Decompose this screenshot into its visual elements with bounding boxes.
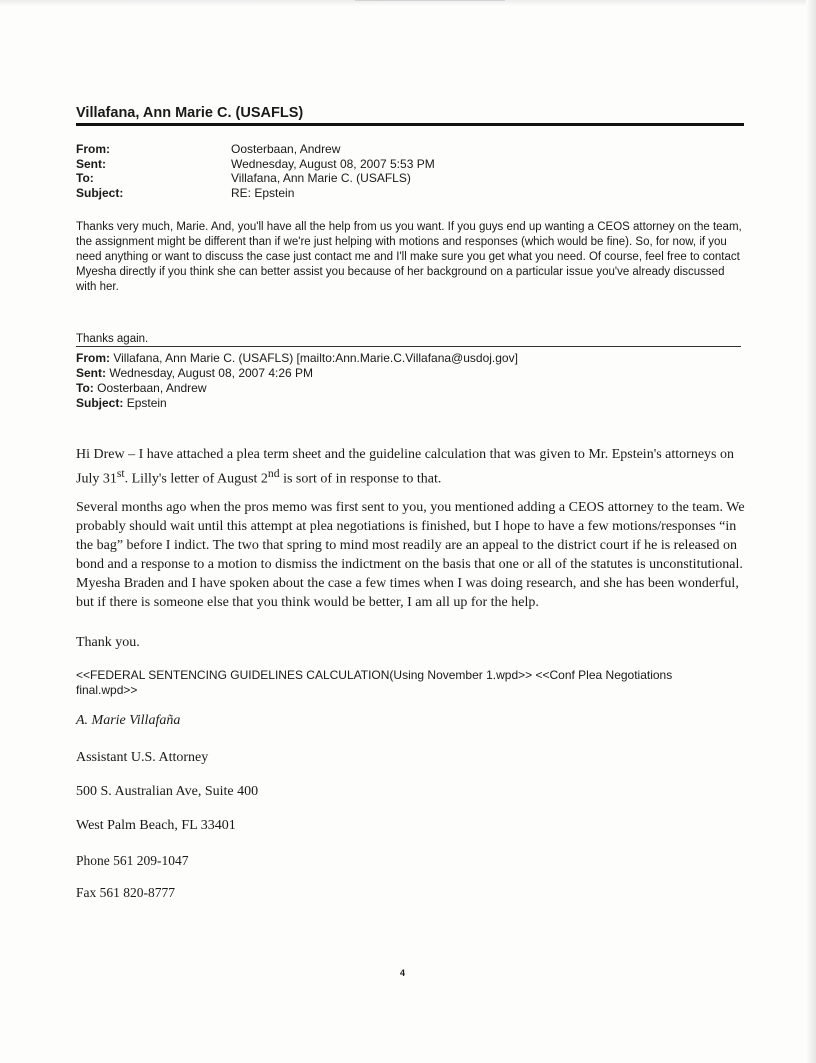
subject-label: Subject: <box>76 185 124 200</box>
subject-value: RE: Epstein <box>231 185 295 200</box>
original-header <box>76 351 518 411</box>
to-label: To: <box>76 171 94 185</box>
reply-header <box>76 142 435 200</box>
orig-to-label: To: <box>76 381 94 395</box>
message-separator <box>76 346 741 347</box>
signature-fax: Fax 561 820-8777 <box>76 885 175 900</box>
orig-sent-value: Wednesday, August 08, 2007 4:26 PM <box>109 366 314 380</box>
original-paragraph-2 <box>76 498 746 612</box>
orig-from-value: Villafana, Ann Marie C. (USAFLS) [mailto:Ann.Marie.C.Villafana@usdoj.gov] <box>113 351 518 365</box>
reply-paragraph: Thanks very much, Marie. And, you'll have all the help from us you want. If you guys end up wanting a CEOS attorney on the team, the assignment might be different than if we're just helping with motions and responses (which would be fine). So, for now, if you need anything or want to discuss the case just contact me and I'll make sure you get what you need. Of course, feel free to contact Myesha directly if you think she can better assist you because of her background on a particular issue you've already discussed with her. <box>76 221 742 293</box>
orig-from-label: From: <box>76 351 110 365</box>
p1-text-a: Hi Drew – I have attached a plea term sheet and the guideline calculation that was given to Mr. Epstein's attorneys on July 31 <box>76 447 734 487</box>
signature-title: Assistant U.S. Attorney <box>76 750 209 765</box>
original-paragraph-1 <box>76 445 746 489</box>
scan-artifact <box>355 0 505 4</box>
p1-text-b: . Lilly's letter of August 2 <box>124 471 268 487</box>
sent-label: Sent: <box>76 156 106 171</box>
orig-subject-label: Subject: <box>76 396 124 410</box>
reply-closing: Thanks again. <box>76 333 149 345</box>
signature-address: 500 S. Australian Ave, Suite 400 <box>76 784 259 799</box>
sent-value: Wednesday, August 08, 2007 5:53 PM <box>231 156 435 171</box>
attachments-line: <<FEDERAL SENTENCING GUIDELINES CALCULATION(Using November 1.wpd>> <<Conf Plea Negotiations final.wpd>> <box>76 668 673 697</box>
p1-ordinal-2: nd <box>267 467 280 480</box>
owner-divider <box>76 123 744 126</box>
orig-sent-label: Sent: <box>76 366 106 380</box>
mailbox-owner: Villafana, Ann Marie C. (USAFLS) <box>76 105 304 121</box>
from-label: From: <box>76 142 110 156</box>
orig-to-value: Oosterbaan, Andrew <box>97 381 207 395</box>
to-value: Villafana, Ann Marie C. (USAFLS) <box>231 171 411 185</box>
orig-subject-value: Epstein <box>126 396 167 410</box>
p1-ordinal-1: st <box>116 467 125 480</box>
reply-body <box>76 220 748 295</box>
signature-name: A. Marie Villafaña <box>76 713 181 728</box>
p1-text-c: is sort of in response to that. <box>279 471 442 487</box>
original-paragraph-3: Thank you. <box>76 635 140 650</box>
scan-edge-right <box>806 0 816 1063</box>
page-number: 4 <box>400 968 406 978</box>
signature-city: West Palm Beach, FL 33401 <box>76 818 236 833</box>
p2-text: Several months ago when the pros memo was first sent to you, you mentioned adding a CEOS attorney to the team. We probably should wait until this attempt at plea negotiations is finished, but I hope to have a few motions/responses “in the bag” before I indict. The two that spring to mind most readily are an appeal to the district court if he is released on bond and a response to a motion to dismiss the indictment on the basis that one or all of the statutes is unconstitutional. Myesha Braden and I have spoken about the case a few times when I was doing research, and she has been wonderful, but if there is someone else that you think would be better, I am all up for the help. <box>76 500 745 610</box>
signature-phone: Phone 561 209-1047 <box>76 853 189 868</box>
from-value: Oosterbaan, Andrew <box>231 142 341 156</box>
